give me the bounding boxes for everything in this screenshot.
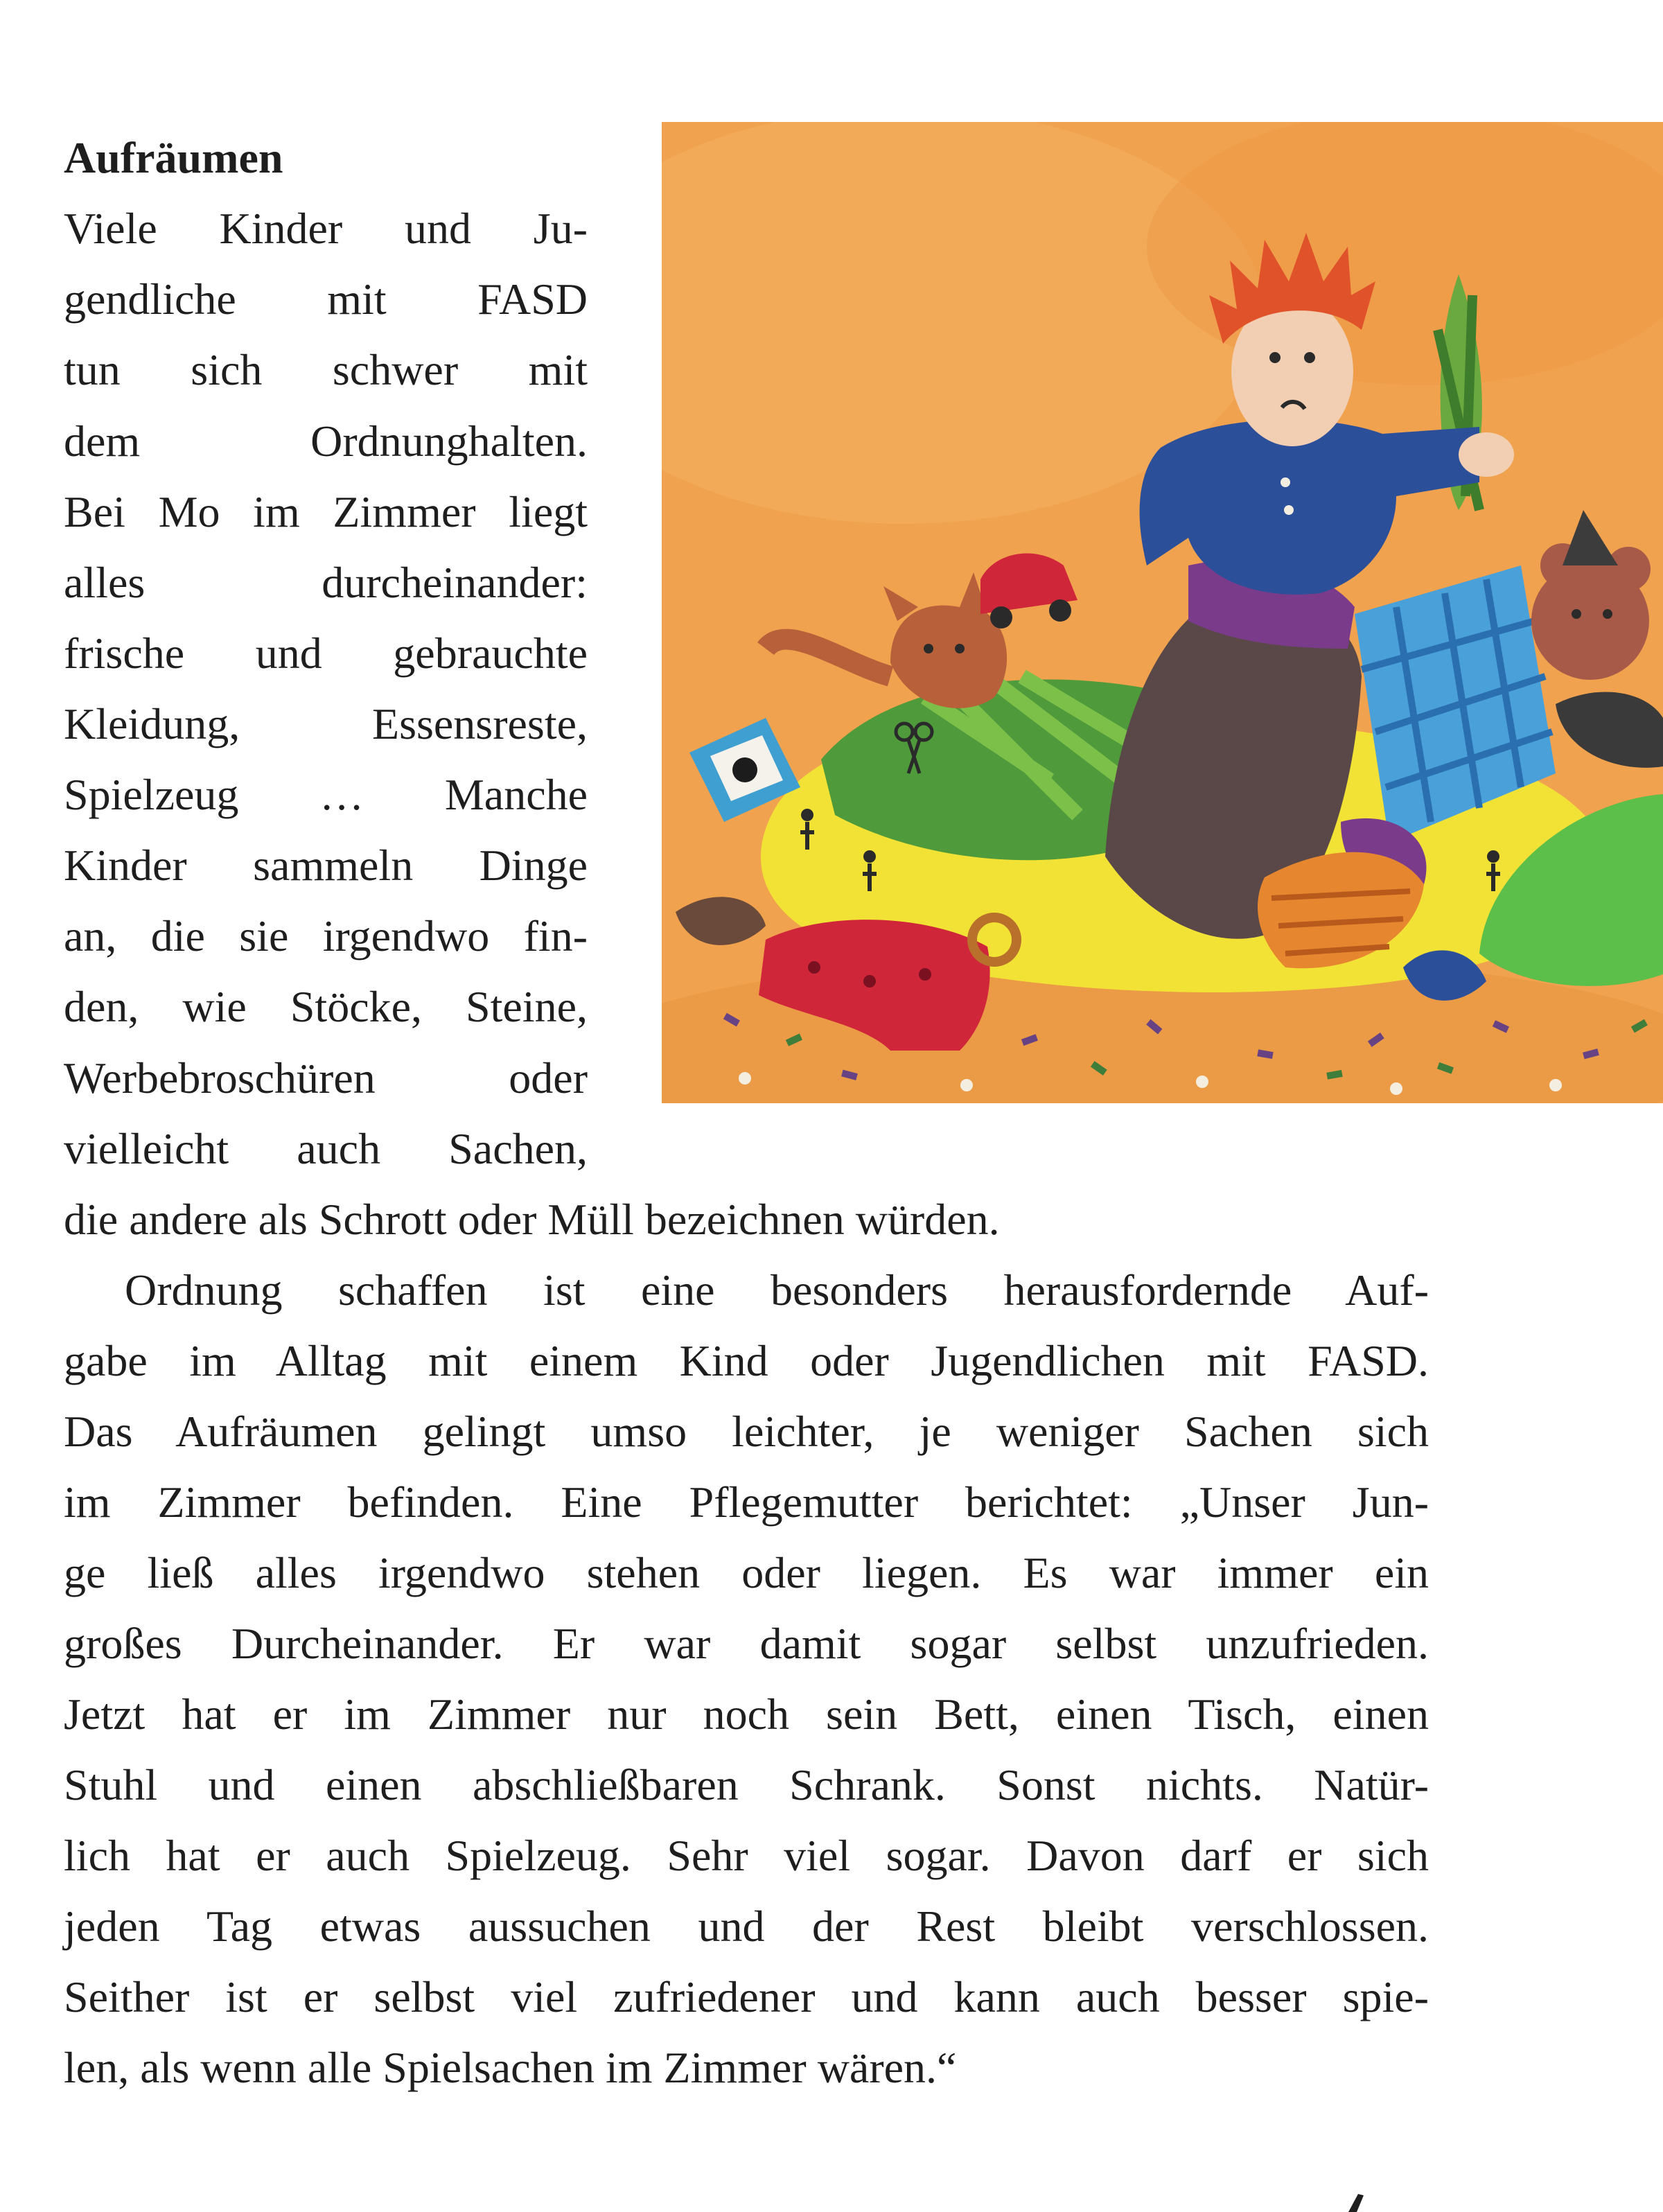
text-line: die andere als Schrott oder Müll bezeichnen würden. (64, 1195, 1000, 1244)
text-line: den, wie Stöcke, Steine, (64, 982, 588, 1031)
section-heading: Aufräumen (64, 133, 283, 182)
text-line: großes Durcheinander. Er war damit sogar selbst unzufrieden. (64, 1619, 1429, 1668)
text-line: alles durcheinander: (64, 558, 588, 607)
text-line: Werbebroschüren oder (64, 1053, 588, 1103)
text-line: Viele Kinder und Ju- (64, 204, 588, 253)
text-line: tun sich schwer mit (64, 345, 588, 394)
text-line: lich hat er auch Spielzeug. Sehr viel sogar. Davon darf er sich (64, 1831, 1429, 1880)
text-line: im Zimmer befinden. Eine Pflegemutter berichtet: „Unser Jun- (64, 1477, 1429, 1527)
text-line: Das Aufräumen gelingt umso leichter, je weniger Sachen sich (64, 1407, 1429, 1456)
text-line: Spielzeug … Manche (64, 770, 588, 819)
text-line: Seither ist er selbst viel zufriedener und kann auch besser spie- (64, 1972, 1429, 2021)
text-line: frische und gebrauchte (64, 629, 588, 678)
text-line: ge ließ alles irgendwo stehen oder liegen. Es war immer ein (64, 1548, 1429, 1597)
text-line: Bei Mo im Zimmer liegt (64, 487, 588, 536)
text-line: Jetzt hat er im Zimmer nur noch sein Bett, einen Tisch, einen (64, 1689, 1429, 1739)
text-line: vielleicht auch Sachen, (64, 1124, 588, 1173)
text-line: gabe im Alltag mit einem Kind oder Jugendlichen mit FASD. (64, 1336, 1429, 1385)
illustration-messy-room (662, 122, 1663, 1103)
text-line: Stuhl und einen abschließbaren Schrank. Sonst nichts. Natür- (64, 1760, 1429, 1809)
text-line: jeden Tag etwas aussuchen und der Rest bleibt verschlossen. (64, 1902, 1429, 1951)
text-line: Ordnung schaffen ist eine besonders herausfordernde Auf- (125, 1265, 1429, 1315)
text-line: Kinder sammeln Dinge (64, 841, 588, 890)
page-number-fragment (1343, 2175, 1371, 2212)
text-line: Kleidung, Essensreste, (64, 699, 588, 748)
text-line: dem Ordnunghalten. (64, 416, 588, 466)
text-line: len, als wenn alle Spielsachen im Zimmer wären.“ (64, 2043, 957, 2092)
text-line: gendliche mit FASD (64, 274, 588, 324)
text-line: an, die sie irgendwo fin- (64, 911, 588, 960)
